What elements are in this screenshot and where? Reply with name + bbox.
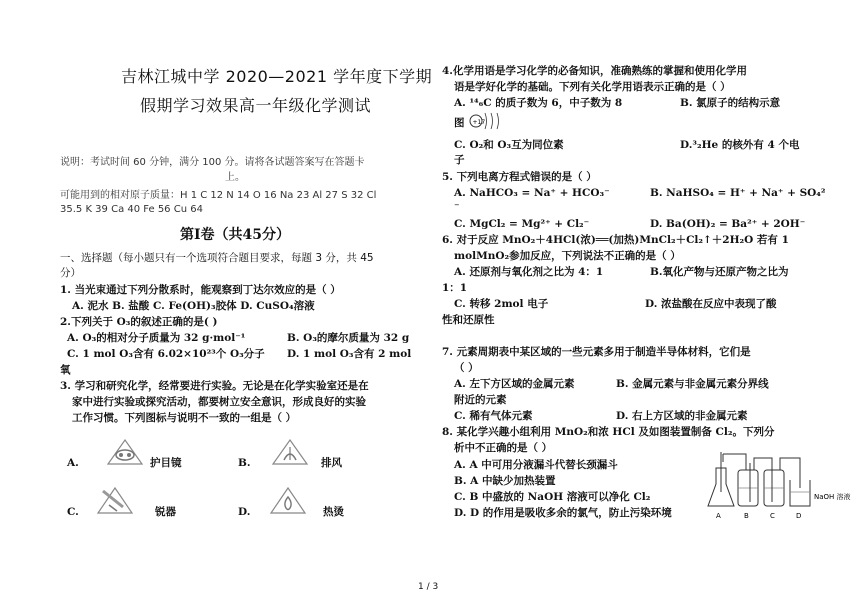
q5-option-c: C. MgCl₂ = Mg²⁺ + Cl₂⁻: [454, 218, 590, 230]
q6-option-c: C. 转移 2mol 电子: [454, 298, 549, 310]
q6-stem-line1: 6. 对于反应 MnO₂＋4HCl(浓)══(加热)MnCl₂＋Cl₂↑＋2H₂O 若有 1: [442, 234, 789, 246]
q3-option-a-label: 护目镜: [150, 457, 182, 469]
q3-stem-line3: 工作习惯。下列图标与说明不一致的一组是（ ）: [72, 412, 297, 424]
q8-option-a: A. A 中可用分液漏斗代替长颈漏斗: [454, 459, 618, 471]
goggles-icon: [105, 438, 145, 466]
q8-option-d: D. D 的作用是吸收多余的氯气，防止污染环境: [454, 507, 672, 519]
chlorine-apparatus-diagram: [706, 448, 856, 520]
ventilation-icon: [270, 438, 310, 466]
q4-option-d: D.³₂He 的核外有 4 个电: [680, 139, 800, 151]
q2-stem: 2.下列关于 O₃的叙述正确的是( ): [60, 316, 218, 328]
page-number: 1 / 3: [418, 582, 439, 592]
q2-option-c: C. 1 mol O₃含有 6.02×10²³个 O₃分子: [67, 348, 265, 360]
apparatus-naoh-label: NaOH 溶液: [814, 493, 851, 501]
q7-option-b: B. 金属元素与非金属元素分界线: [616, 378, 769, 390]
q3-option-a-letter: A.: [67, 457, 79, 469]
hot-surface-icon: [268, 485, 308, 515]
q2-option-d: D. 1 mol O₃含有 2 mol: [287, 348, 412, 360]
sharp-objects-icon: [95, 485, 135, 515]
q6-option-b-tail: 1：1: [442, 282, 468, 294]
q4-stem-line1: 4.化学用语是学习化学的必备知识，准确熟练的掌握和使用化学用: [442, 65, 747, 77]
q7-option-b-tail: 附近的元素: [454, 394, 507, 406]
q4-option-c: C. O₂和 O₃互为同位素: [454, 139, 564, 151]
atomic-mass-line1: 可能用到的相对原子质量：H 1 C 12 N 14 O 16 Na 23 Al 27 S 32 Cl: [60, 190, 377, 201]
q3-option-b-letter: B.: [238, 457, 251, 469]
q7-stem-line2: （ ）: [454, 362, 479, 374]
instructions-line1: 说明：考试时间 60 分钟，满分 100 分。请将各试题答案写在答题卡: [60, 157, 365, 168]
q3-option-c-letter: C.: [67, 506, 79, 518]
apparatus-label-c: C: [770, 512, 775, 520]
q3-option-d-letter: D.: [238, 506, 251, 518]
q7-option-a: A. 左下方区域的金属元素: [454, 378, 575, 390]
apparatus-label-d: D: [796, 512, 802, 520]
q3-stem-line2: 家中进行实验或探究活动，都要树立安全意识，形成良好的实验: [72, 396, 366, 408]
q4-option-b: B. 氯原子的结构示意: [680, 97, 781, 109]
q6-option-d-tail: 性和还原性: [442, 314, 495, 326]
section-title: 第Ⅰ卷（共45分）: [180, 227, 291, 243]
apparatus-label-a: A: [716, 512, 721, 520]
svg-text:+17: +17: [472, 119, 486, 126]
q8-option-c: C. B 中盛放的 NaOH 溶液可以净化 Cl₂: [454, 491, 651, 503]
q2-option-d-tail: 氧: [60, 364, 71, 376]
chlorine-structure-icon: [468, 110, 502, 132]
q7-stem-line1: 7. 元素周期表中某区域的一些元素多用于制造半导体材料，它们是: [442, 346, 751, 358]
atomic-mass-line2: 35.5 K 39 Ca 40 Fe 56 Cu 64: [60, 204, 203, 215]
apparatus-label-b: B: [744, 512, 749, 520]
q6-option-a: A. 还原剂与氧化剂之比为 4：1: [454, 266, 604, 278]
q3-stem-line1: 3. 学习和研究化学，经常要进行实验。无论是在化学实验室还是在: [60, 380, 369, 392]
q5-option-b-tail: ⁻: [454, 201, 460, 213]
q5-option-b: B. NaHSO₄ = H⁺ + Na⁺ + SO₄²: [650, 187, 826, 199]
q5-stem: 5. 下列电离方程式错误的是（ ）: [442, 171, 597, 183]
q6-option-b: B.氧化产物与还原产物之比为: [650, 266, 789, 278]
instructions-line2: 上。: [225, 172, 245, 183]
q3-option-d-label: 热烫: [323, 506, 344, 518]
q8-stem-line2: 析中不正确的是（ ）: [454, 442, 553, 454]
q3-option-b-label: 排风: [321, 457, 342, 469]
q7-option-d: D. 右上方区域的非金属元素: [616, 410, 748, 422]
q5-option-d: D. Ba(OH)₂ = Ba²⁺ + 2OH⁻: [650, 218, 806, 230]
q5-option-a: A. NaHCO₃ = Na⁺ + HCO₃⁻: [454, 187, 610, 199]
q2-option-b: B. O₃的摩尔质量为 32 g: [287, 332, 410, 344]
q2-option-a: A. O₃的相对分子质量为 32 g·mol⁻¹: [67, 332, 246, 344]
q8-stem-line1: 8. 某化学兴趣小组利用 MnO₂和浓 HCl 及如图装置制备 Cl₂。下列分: [442, 426, 775, 438]
q4-option-a: A. ¹⁴₆C 的质子数为 6，中子数为 8: [454, 97, 623, 109]
q1-stem: 1. 当光束通过下列分散系时，能观察到丁达尔效应的是（ ）: [60, 284, 341, 296]
exam-title-line2: 假期学习效果高一年级化学测试: [140, 96, 372, 115]
q4-option-b-tail: 图: [454, 117, 465, 129]
q6-stem-line2: molMnO₂参加反应，下列说法不正确的是（ ）: [454, 250, 681, 262]
q8-option-b: B. A 中缺少加热装置: [454, 475, 556, 487]
q3-option-c-label: 锐器: [155, 506, 176, 518]
q4-option-d-tail: 子: [454, 154, 465, 166]
q7-option-c: C. 稀有气体元素: [454, 410, 533, 422]
section-desc-line2: 分）: [60, 267, 81, 279]
section-desc-line1: 一、选择题（每小题只有一个选项符合题目要求，每题 3 分，共 45: [60, 252, 374, 264]
q6-option-d: D. 浓盐酸在反应中表现了酸: [645, 298, 777, 310]
q1-options: A. 泥水 B. 盐酸 C. Fe(OH)₃胶体 D. CuSO₄溶液: [72, 300, 315, 312]
exam-title-line1: 吉林江城中学 2020—2021 学年度下学期: [121, 67, 433, 86]
q4-stem-line2: 语是学好化学的基础。下列有关化学用语表示正确的是（ ）: [454, 81, 731, 93]
